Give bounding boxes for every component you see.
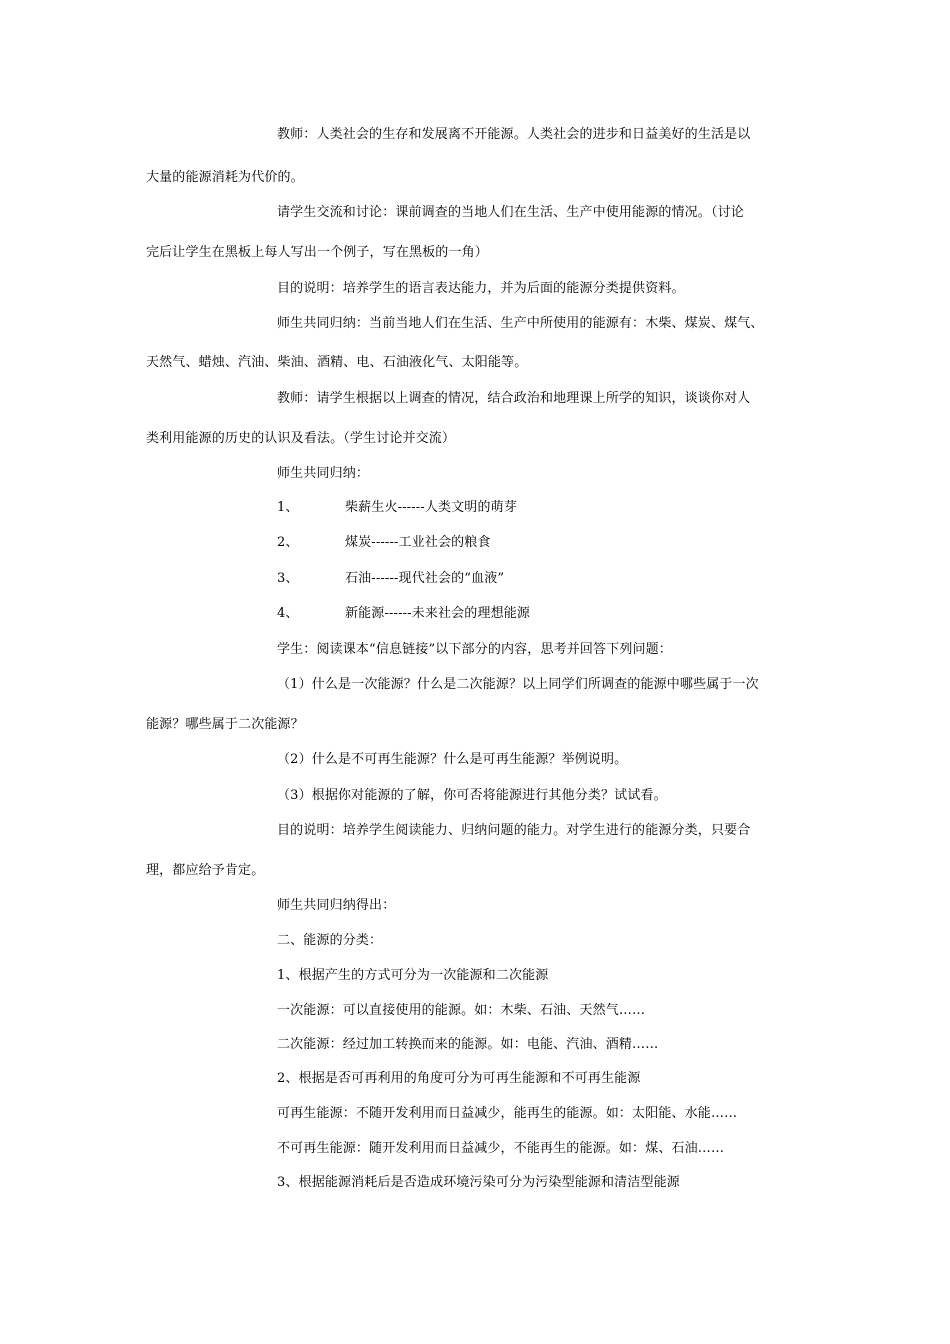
list-item-number: 4、: [277, 606, 299, 621]
classification-2-heading: 2、根据是否可再利用的角度可分为可再生能源和不可再生能源: [277, 1071, 641, 1086]
question-1-line1: （1）什么是一次能源？什么是二次能源？以上同学们所调查的能源中哪些属于一次: [277, 677, 759, 692]
paragraph-history-prompt-line2: 类利用能源的历史的认识及看法。（学生讨论并交流）: [146, 431, 456, 446]
paragraph-teacher-intro-line2: 大量的能源消耗为代价的。: [146, 170, 304, 185]
paragraph-energy-sources-line1: 师生共同归纳：当前当地人们在生活、生产中所使用的能源有：木柴、煤炭、煤气、: [277, 316, 764, 331]
classification-3-heading: 3、根据能源消耗后是否造成环境污染可分为污染型能源和清洁型能源: [277, 1175, 680, 1190]
paragraph-discussion-line1: 请学生交流和讨论：课前调查的当地人们在生活、生产中使用能源的情况。（讨论: [277, 205, 744, 220]
classification-secondary-energy: 二次能源：经过加工转换而来的能源。如：电能、汽油、酒精……: [277, 1037, 659, 1052]
section-heading-classification: 二、能源的分类：: [277, 933, 383, 948]
list-item-text: 煤炭------工业社会的粮食: [345, 535, 491, 550]
list-item-text: 柴薪生火------人类文明的萌芽: [345, 500, 517, 515]
paragraph-energy-sources-line2: 天然气、蜡烛、汽油、柴油、酒精、电、石油液化气、太阳能等。: [146, 355, 528, 370]
question-1-line2: 能源？哪些属于二次能源？: [146, 717, 304, 732]
list-item-number: 3、: [277, 571, 299, 586]
question-2: （2）什么是不可再生能源？什么是可再生能源？举例说明。: [277, 752, 628, 767]
paragraph-summary-heading: 师生共同归纳：: [277, 466, 370, 481]
paragraph-summary-result: 师生共同归纳得出：: [277, 898, 396, 913]
paragraph-teacher-intro-line1: 教师：人类社会的生存和发展离不开能源。人类社会的进步和日益美好的生活是以: [277, 127, 751, 142]
list-item-number: 2、: [277, 535, 299, 550]
classification-nonrenewable-energy: 不可再生能源：随开发利用而日益减少，不能再生的能源。如：煤、石油……: [277, 1141, 725, 1156]
classification-primary-energy: 一次能源：可以直接使用的能源。如：木柴、石油、天然气……: [277, 1003, 646, 1018]
paragraph-history-prompt-line1: 教师：请学生根据以上调查的情况，结合政治和地理课上所学的知识，谈谈你对人: [277, 391, 751, 406]
paragraph-discussion-line2: 完后让学生在黑板上每人写出一个例子，写在黑板的一角）: [146, 245, 488, 260]
paragraph-purpose-1: 目的说明：培养学生的语言表达能力，并为后面的能源分类提供资料。: [277, 281, 685, 296]
list-item-text: 石油------现代社会的“血液”: [345, 571, 505, 586]
classification-1-heading: 1、根据产生的方式可分为一次能源和二次能源: [277, 968, 549, 983]
list-item-text: 新能源------未来社会的理想能源: [345, 606, 531, 621]
question-3: （3）根据你对能源的了解，你可否将能源进行其他分类？试试看。: [277, 788, 667, 803]
list-item-number: 1、: [277, 500, 299, 515]
classification-renewable-energy: 可再生能源：不随开发利用而日益减少，能再生的能源。如：太阳能、水能……: [277, 1106, 738, 1121]
paragraph-purpose-2-line1: 目的说明：培养学生阅读能力、归纳问题的能力。对学生进行的能源分类，只要合: [277, 823, 751, 838]
paragraph-reading-intro: 学生：阅读课本“信息链接”以下部分的内容，思考并回答下列问题：: [277, 642, 672, 657]
paragraph-purpose-2-line2: 理，都应给予肯定。: [146, 863, 265, 878]
